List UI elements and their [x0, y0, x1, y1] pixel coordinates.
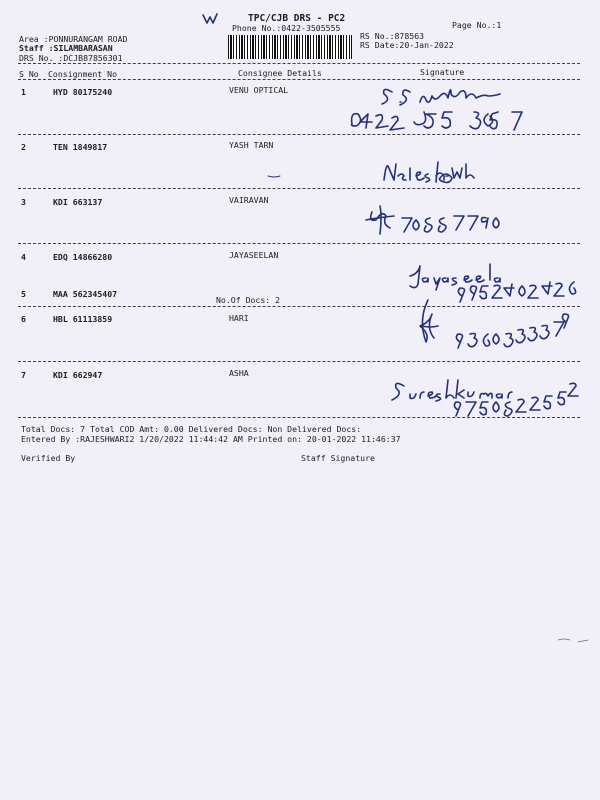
- divider: [18, 63, 580, 64]
- column-consignment: Consignment No: [48, 69, 118, 79]
- column-sno: S No: [19, 69, 39, 79]
- staff-label: Staff :SILAMBARASAN: [19, 43, 113, 53]
- verified-by-label: Verified By: [21, 453, 76, 463]
- row-6-consignment: HBL 61113859: [53, 314, 113, 324]
- rs-number: RS No.:878563: [360, 31, 425, 41]
- row-divider: [18, 134, 580, 135]
- row-divider: [18, 361, 580, 362]
- row-4-consignee: JAYASEELAN: [229, 250, 279, 260]
- row-5-consignment: MAA 562345407: [53, 289, 118, 299]
- row-1-consignment: HYD 80175240: [53, 87, 113, 97]
- row-4-sno: 4: [21, 252, 26, 262]
- row-divider: [18, 417, 580, 418]
- row-5-doc-count: No.Of Docs: 2: [216, 295, 281, 305]
- entered-by-line: Entered By :RAJESHWARI2 1/20/2022 11:44:42 AM Printed on: 20-01-2022 11:46:37: [21, 434, 401, 444]
- column-signature: Signature: [420, 67, 465, 77]
- row-divider: [18, 243, 580, 244]
- row-6-consignee: HARI: [229, 313, 249, 323]
- row-1-consignee: VENU OPTICAL: [229, 85, 289, 95]
- row-7-consignment: KDI 662947: [53, 370, 103, 380]
- row-2-consignment: TEN 1849817: [53, 142, 108, 152]
- row-7-consignee: ASHA: [229, 368, 249, 378]
- row-3-consignment: KDI 663137: [53, 197, 103, 207]
- staff-signature-label: Staff Signature: [301, 453, 375, 463]
- row-5-sno: 5: [21, 289, 26, 299]
- row-3-sno: 3: [21, 197, 26, 207]
- column-consignee: Consignee Details: [238, 68, 322, 78]
- area-label: Area :PONNURANGAM ROAD: [19, 34, 128, 44]
- row-3-consignee: VAIRAVAN: [229, 195, 269, 205]
- divider: [18, 79, 580, 80]
- totals-line: Total Docs: 7 Total COD Amt: 0.00 Delivered Docs: Non Delivered Docs:: [21, 424, 362, 434]
- page-number: Page No.:1: [452, 20, 502, 30]
- row-divider: [18, 306, 580, 307]
- row-4-consignment: EDQ 14866280: [53, 252, 113, 262]
- row-2-sno: 2: [21, 142, 26, 152]
- drs-number: DRS No. :DCJB87856301: [19, 53, 123, 63]
- phone-number: Phone No.:0422-3505555: [232, 23, 341, 33]
- row-6-sno: 6: [21, 314, 26, 324]
- document-title: TPC/CJB DRS - PC2: [248, 13, 346, 24]
- rs-date: RS Date:20-Jan-2022: [360, 40, 454, 50]
- row-1-sno: 1: [21, 87, 26, 97]
- barcode: [228, 35, 352, 59]
- row-2-consignee: YASH TARN: [229, 140, 274, 150]
- row-7-sno: 7: [21, 370, 26, 380]
- row-divider: [18, 188, 580, 189]
